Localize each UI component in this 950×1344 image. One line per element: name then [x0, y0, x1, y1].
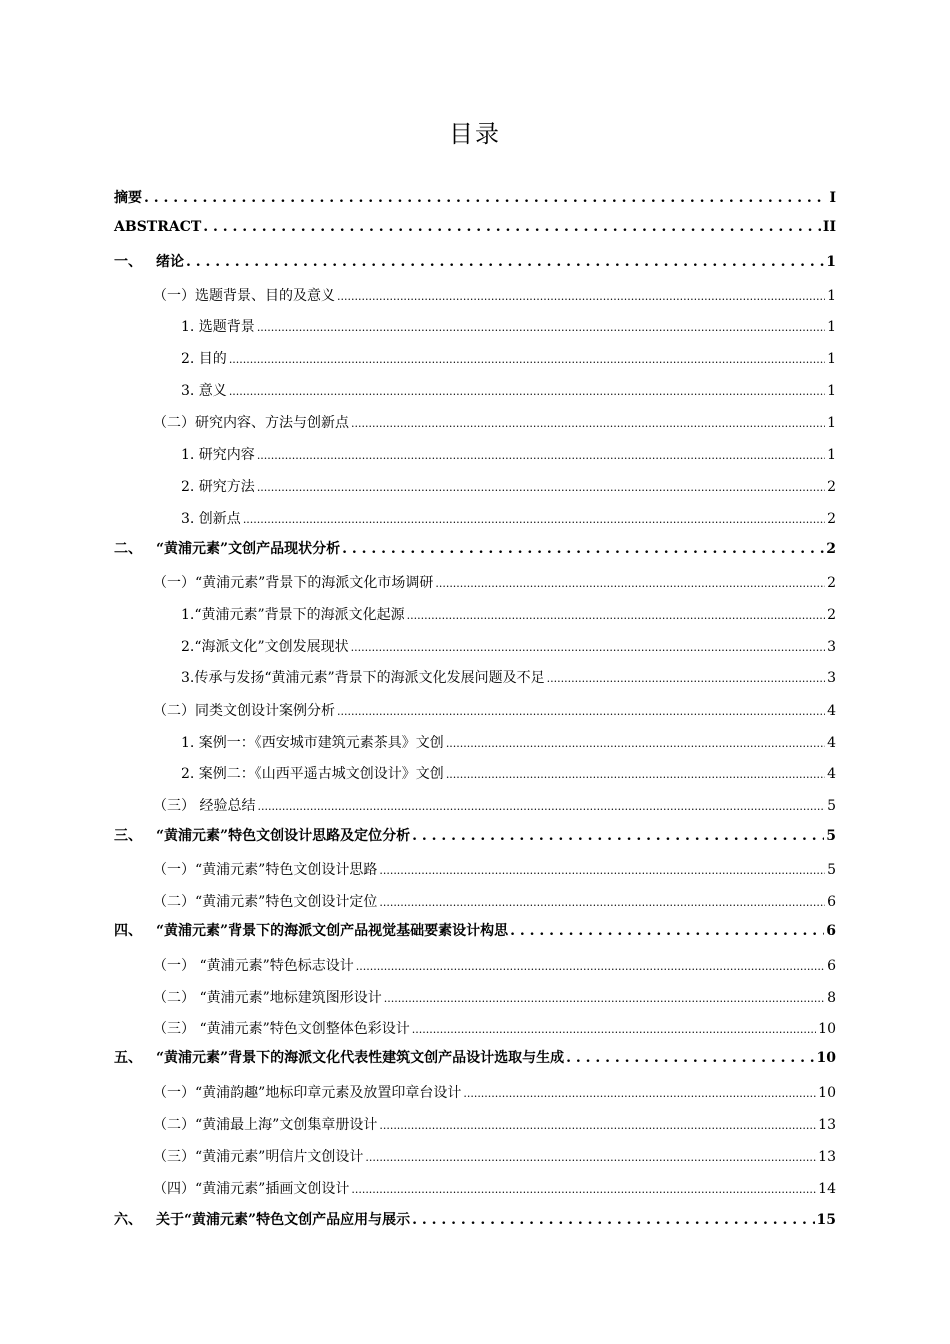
toc-entry-text: （一）“黄浦韵趣”地标印章元素及放置印章台设计 — [153, 1085, 462, 1101]
toc-entry-label — [153, 1018, 410, 1038]
dot-leader — [337, 288, 825, 304]
toc-entry-page-number: 2 — [827, 575, 836, 591]
dot-leader — [510, 923, 824, 939]
toc-entry-label — [181, 444, 255, 464]
toc-entry-level-3[interactable] — [181, 636, 836, 656]
toc-entry-label — [114, 251, 184, 271]
dot-leader — [351, 1181, 816, 1197]
toc-entry-level-2[interactable] — [153, 859, 836, 879]
dot-leader — [379, 1117, 816, 1133]
toc-entry-text: “黄浦元素”特色文创设计思路及定位分析 — [156, 828, 411, 844]
toc-entry-label — [114, 187, 142, 207]
dot-leader — [337, 703, 825, 719]
toc-entry-level-3[interactable] — [181, 763, 836, 783]
dot-leader — [412, 1021, 816, 1037]
toc-entry-level-1[interactable] — [114, 1047, 836, 1067]
toc-entry-text: （一） “黄浦元素”特色标志设计 — [153, 958, 354, 974]
toc-entry-label — [153, 891, 377, 911]
toc-entry-level-3[interactable] — [181, 476, 836, 496]
toc-entry-page-number: 1 — [827, 415, 836, 431]
toc-entry-text: 2. 目的 — [181, 351, 227, 367]
toc-entry-label — [181, 476, 255, 496]
toc-entry-level-2[interactable] — [153, 1178, 836, 1198]
toc-entry-label — [114, 1047, 564, 1067]
toc-entry-level-2[interactable] — [153, 700, 836, 720]
toc-entry-label — [153, 285, 335, 305]
toc-entry-page-number: 14 — [818, 1181, 836, 1197]
toc-entry-level-3[interactable] — [181, 667, 836, 687]
dot-leader — [463, 1085, 816, 1101]
toc-entry-text: 绪论 — [156, 254, 184, 270]
toc-entry-text: 2.“海派文化”文创发展现状 — [181, 639, 349, 655]
toc-entry-level-1[interactable] — [114, 825, 836, 845]
toc-entry-page-number: 5 — [826, 828, 836, 844]
dot-leader — [243, 511, 825, 527]
toc-entry-text: （三） 经验总结 — [153, 798, 256, 814]
toc-entry-level-2[interactable] — [153, 955, 836, 975]
toc-entry-level-2[interactable] — [153, 1146, 836, 1166]
toc-entry-label — [181, 380, 227, 400]
toc-entry-label — [153, 1146, 363, 1166]
toc-entry-label — [153, 1114, 377, 1134]
toc-entry-text: 2. 研究方法 — [181, 479, 255, 495]
toc-entry-label — [153, 859, 377, 879]
toc-entry-page-number: 4 — [827, 766, 836, 782]
dot-leader — [229, 383, 825, 399]
dot-leader — [257, 447, 825, 463]
toc-entry-page-number: 2 — [826, 541, 836, 557]
dot-leader — [356, 958, 825, 974]
toc-entry-page-number: 1 — [826, 254, 836, 270]
toc-entry-label — [181, 508, 241, 528]
toc-entry-level-1[interactable] — [114, 187, 836, 207]
toc-entry-number: 五、 — [114, 1050, 142, 1066]
toc-entry-page-number: 1 — [827, 288, 836, 304]
toc-entry-level-3[interactable] — [181, 444, 836, 464]
toc-entry-text: 3. 创新点 — [181, 511, 241, 527]
toc-entry-label — [181, 667, 545, 687]
toc-entry-page-number: 1 — [827, 351, 836, 367]
toc-entry-text: （二）同类文创设计案例分析 — [153, 703, 335, 719]
toc-entry-text: 2. 案例二：《山西平遥古城文创设计》文创 — [181, 766, 444, 782]
toc-entry-page-number: 1 — [827, 319, 836, 335]
toc-entry-level-2[interactable] — [153, 891, 836, 911]
toc-entry-label — [181, 348, 227, 368]
toc-entry-level-2[interactable] — [153, 987, 836, 1007]
toc-entry-text: （二）“黄浦最上海”文创集章册设计 — [153, 1117, 378, 1133]
toc-entry-page-number: 3 — [827, 670, 836, 686]
toc-entry-page-number: 3 — [827, 639, 836, 655]
toc-entry-text: （一）“黄浦元素”特色文创设计思路 — [153, 862, 378, 878]
toc-entry-label — [153, 987, 382, 1007]
toc-entry-text: （四）“黄浦元素”插画文创设计 — [153, 1181, 350, 1197]
toc-entry-level-2[interactable] — [153, 572, 836, 592]
dot-leader — [342, 541, 824, 557]
toc-entry-page-number: 8 — [827, 990, 836, 1006]
toc-entry-level-3[interactable] — [181, 604, 836, 624]
toc-entry-label — [153, 955, 354, 975]
dot-leader — [379, 862, 825, 878]
toc-entry-level-2[interactable] — [153, 285, 836, 305]
toc-entry-level-2[interactable] — [153, 795, 836, 815]
toc-entry-text: （三） “黄浦元素”特色文创整体色彩设计 — [153, 1021, 410, 1037]
toc-entry-page-number: 13 — [818, 1117, 836, 1133]
dot-leader — [446, 735, 825, 751]
toc-entry-page-number: 10 — [816, 1050, 836, 1066]
toc-entry-page-number: 6 — [827, 894, 836, 910]
toc-entry-text: 1.“黄浦元素”背景下的海派文化起源 — [181, 607, 405, 623]
toc-entry-text: ABSTRACT — [114, 219, 202, 235]
toc-entry-level-2[interactable] — [153, 1082, 836, 1102]
toc-entry-level-3[interactable] — [181, 732, 836, 752]
toc-entry-level-1[interactable] — [114, 538, 836, 558]
toc-entry-page-number: II — [822, 219, 836, 235]
toc-entry-page-number: 2 — [827, 479, 836, 495]
dot-leader — [407, 607, 825, 623]
dot-leader — [229, 351, 825, 367]
dot-leader — [186, 254, 824, 270]
toc-entry-level-1[interactable] — [114, 920, 836, 940]
toc-entry-label — [114, 219, 201, 235]
dot-leader — [379, 894, 825, 910]
toc-entry-page-number: 2 — [827, 607, 836, 623]
toc-entry-page-number: 1 — [827, 447, 836, 463]
toc-entry-text: （一）选题背景、目的及意义 — [153, 288, 335, 304]
toc-entry-page-number: 6 — [827, 958, 836, 974]
toc-entry-label — [181, 732, 444, 752]
toc-entry-page-number: 10 — [818, 1085, 836, 1101]
toc-entry-label — [114, 825, 410, 845]
toc-entry-label — [181, 636, 349, 656]
toc-entry-page-number: 2 — [827, 511, 836, 527]
dot-leader — [144, 190, 827, 206]
toc-entry-text: 1. 案例一：《西安城市建筑元素茶具》文创 — [181, 735, 444, 751]
toc-entry-number: 四、 — [114, 923, 142, 939]
toc-entry-page-number: 6 — [826, 923, 836, 939]
toc-entry-label — [153, 1082, 461, 1102]
toc-entry-text: “黄浦元素”背景下的海派文创产品视觉基础要素设计构思 — [156, 923, 509, 939]
toc-entry-level-2[interactable] — [153, 1114, 836, 1134]
toc-entry-number: 一、 — [114, 254, 142, 270]
toc-entry-label — [181, 316, 255, 336]
toc-entry-label — [153, 700, 335, 720]
toc-entry-text: “黄浦元素”文创产品现状分析 — [156, 541, 341, 557]
toc-entry-number: 二、 — [114, 541, 142, 557]
toc-entry-page-number: 4 — [827, 703, 836, 719]
toc-entry-text: 关于“黄浦元素”特色文创产品应用与展示 — [156, 1212, 411, 1228]
toc-entry-text: 1. 研究内容 — [181, 447, 255, 463]
toc-entry-level-3[interactable] — [181, 508, 836, 528]
toc-entry-page-number: I — [829, 190, 836, 206]
dot-leader — [384, 990, 825, 1006]
toc-entry-level-3[interactable] — [181, 316, 836, 336]
dot-leader — [435, 575, 825, 591]
dot-leader — [365, 1149, 816, 1165]
toc-entry-label — [114, 920, 508, 940]
dot-leader — [257, 479, 825, 495]
toc-entry-number: 六、 — [114, 1212, 142, 1228]
dot-leader — [257, 798, 825, 814]
toc-entry-page-number: 4 — [827, 735, 836, 751]
toc-entry-level-1[interactable] — [114, 219, 836, 235]
toc-entry-level-3[interactable] — [181, 348, 836, 368]
toc-entry-label — [114, 538, 340, 558]
toc-entry-text: 3. 意义 — [181, 383, 227, 399]
toc-entry-level-3[interactable] — [181, 380, 836, 400]
toc-entry-text: 摘要 — [114, 190, 142, 206]
toc-entry-text: “黄浦元素”背景下的海派文化代表性建筑文创产品设计选取与生成 — [156, 1050, 565, 1066]
toc-entry-text: 3.传承与发扬“黄浦元素”背景下的海派文化发展问题及不足 — [181, 670, 545, 686]
toc-entry-label — [181, 763, 444, 783]
toc-entry-label — [153, 572, 433, 592]
toc-entry-label — [153, 412, 349, 432]
toc-entry-level-2[interactable] — [153, 412, 836, 432]
toc-entry-level-1[interactable] — [114, 1209, 836, 1229]
page-title: 目录 — [449, 120, 501, 148]
toc-entry-text: （二）研究内容、方法与创新点 — [153, 415, 349, 431]
toc-entry-text: （二） “黄浦元素”地标建筑图形设计 — [153, 990, 382, 1006]
toc-entry-number: 三、 — [114, 828, 142, 844]
toc-entry-text: （一）“黄浦元素”背景下的海派文化市场调研 — [153, 575, 434, 591]
toc-entry-page-number: 1 — [827, 383, 836, 399]
dot-leader — [351, 415, 825, 431]
toc-entry-text: （三）“黄浦元素”明信片文创设计 — [153, 1149, 364, 1165]
toc-entry-page-number: 15 — [816, 1212, 836, 1228]
dot-leader — [257, 319, 825, 335]
toc-entry-level-1[interactable] — [114, 251, 836, 271]
dot-leader — [203, 219, 821, 235]
toc-entry-text: 1. 选题背景 — [181, 319, 255, 335]
dot-leader — [547, 670, 825, 686]
toc-entry-page-number: 5 — [827, 798, 836, 814]
toc-entry-page-number: 10 — [818, 1021, 836, 1037]
toc-entry-page-number: 13 — [818, 1149, 836, 1165]
toc-entry-label — [153, 795, 255, 815]
toc-entry-level-2[interactable] — [153, 1018, 836, 1038]
dot-leader — [351, 639, 825, 655]
dot-leader — [412, 1212, 814, 1228]
toc-entry-text: （二）“黄浦元素”特色文创设计定位 — [153, 894, 378, 910]
dot-leader — [446, 766, 825, 782]
dot-leader — [566, 1050, 814, 1066]
toc-entry-label — [153, 1178, 349, 1198]
dot-leader — [412, 828, 824, 844]
toc-entry-label — [181, 604, 405, 624]
toc-entry-label — [114, 1209, 410, 1229]
toc-entry-page-number: 5 — [827, 862, 836, 878]
